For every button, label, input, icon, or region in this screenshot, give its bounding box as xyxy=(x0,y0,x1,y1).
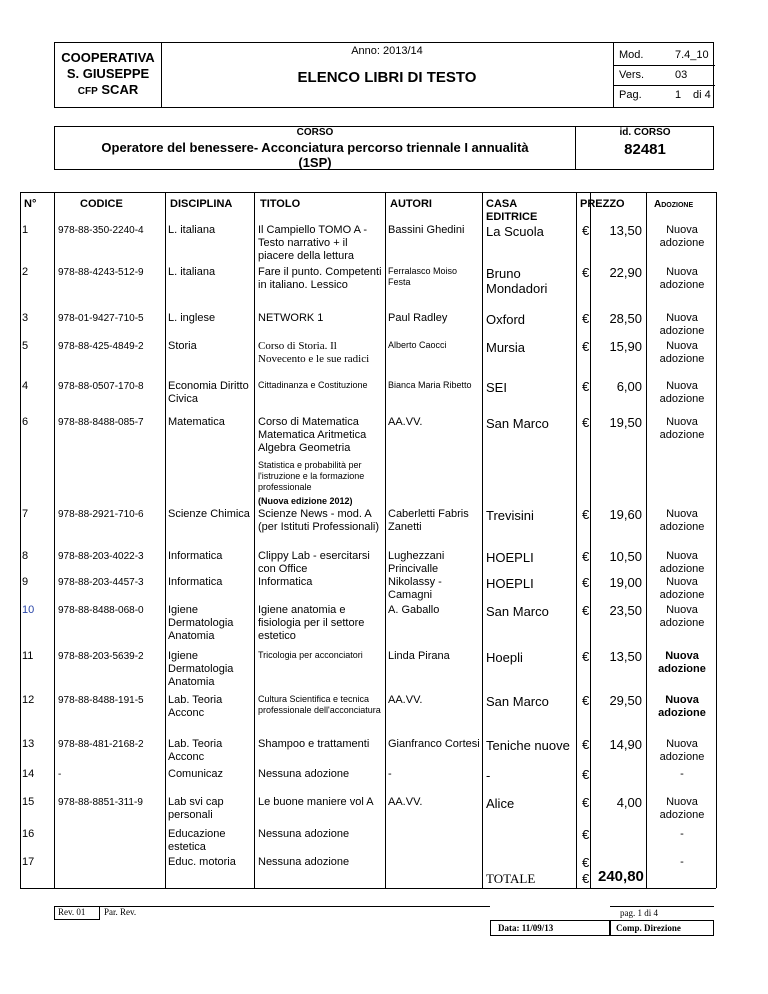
cell-prezzo: 29,50 xyxy=(609,693,642,708)
cell-autori: Ferralasco Moiso Festa xyxy=(388,266,458,287)
cell-titolo: NETWORK 1 xyxy=(258,312,324,324)
cell-casa: La Scuola xyxy=(486,224,544,239)
vers-value: 03 xyxy=(675,69,688,81)
cell-euro: € xyxy=(582,693,590,708)
col-disciplina-header: DISCIPLINA xyxy=(170,198,233,210)
grid-line xyxy=(385,192,386,888)
cell-prezzo: 19,50 xyxy=(609,415,642,430)
cell-casa: HOEPLI xyxy=(486,550,534,565)
footer-par-rev: Par. Rev. xyxy=(104,907,137,917)
cell-n: 7 xyxy=(22,508,29,520)
cell-adozione: Nuova adozione xyxy=(659,550,705,575)
cell-n: 1 xyxy=(22,224,29,236)
total-label: TOTALE xyxy=(486,871,536,886)
cell-titolo: Scienze News - mod. A (per Istituti Professionali) xyxy=(258,508,380,533)
school-year: Anno: 2013/14 xyxy=(351,45,423,57)
cell-n: 8 xyxy=(22,550,29,562)
cell-titolo: Cultura Scientifica e tecnica professionale dell'acconciatura xyxy=(258,694,381,715)
company-line-1: COOPERATIVA xyxy=(61,50,155,65)
cell-prezzo: 22,90 xyxy=(609,265,642,280)
cell-n: 5 xyxy=(22,340,29,352)
cell-disciplina: Lab svi cap personali xyxy=(168,796,224,821)
cell-casa: SEI xyxy=(486,380,507,395)
cell-euro: € xyxy=(582,649,590,664)
cell-codice: 978-01-9427-710-5 xyxy=(58,313,144,324)
cell-adozione: Nuova adozione xyxy=(659,576,705,601)
cell-adozione: Nuova adozione xyxy=(659,416,705,441)
document-title: ELENCO LIBRI DI TESTO xyxy=(297,69,477,86)
cell-disciplina: Economia Diritto Civica xyxy=(168,380,249,405)
cell-euro: € xyxy=(582,737,590,752)
cell-casa: HOEPLI xyxy=(486,576,534,591)
cell-disciplina: Lab. Teoria Acconc xyxy=(168,694,223,719)
cell-casa: Bruno Mondadori xyxy=(486,266,548,296)
cell-adozione: Nuova adozione xyxy=(659,796,705,821)
cell-autori: Gianfranco Cortesi xyxy=(388,738,480,750)
cell-n: 9 xyxy=(22,576,29,588)
cell-n: 10 xyxy=(22,604,35,616)
cell-titolo: Cittadinanza e Costituzione xyxy=(258,380,368,390)
cell-titolo: Informatica xyxy=(258,576,313,588)
course-description-line-2: (1SP) xyxy=(298,155,332,170)
cell-titolo: Nessuna adozione xyxy=(258,856,350,868)
cell-titolo: Clippy Lab - esercitarsi con Office xyxy=(258,550,370,575)
cell-titolo: Shampoo e trattamenti xyxy=(258,738,370,750)
cell-adozione: - xyxy=(680,828,684,840)
grid-line xyxy=(590,192,591,888)
cell-casa: San Marco xyxy=(486,416,549,431)
cell-autori: Bassini Ghedini xyxy=(388,224,465,236)
cell-adozione: Nuova adozione xyxy=(659,340,705,365)
pag-label: Pag. xyxy=(619,89,642,101)
cell-titolo: Nessuna adozione xyxy=(258,828,350,840)
cell-autori: AA.VV. xyxy=(388,796,423,808)
cell-casa: Teniche nuove xyxy=(486,738,570,753)
cell-euro: € xyxy=(582,379,590,394)
cell-codice: 978-88-203-5639-2 xyxy=(58,651,144,662)
cell-autori: - xyxy=(388,768,392,780)
cell-n: 4 xyxy=(22,380,29,392)
cell-titolo: Corso di Storia. Il Novecento e le sue radici xyxy=(258,340,370,365)
course-box xyxy=(54,126,714,170)
col-codice-header: CODICE xyxy=(80,198,123,210)
cell-adozione: Nuova adozione xyxy=(659,508,705,533)
cell-titolo: Nessuna adozione xyxy=(258,768,350,780)
cell-disciplina: Matematica xyxy=(168,416,225,428)
cell-titolo: Igiene anatomia e fisiologia per il settore estetico xyxy=(258,604,365,642)
cell-disciplina: L. inglese xyxy=(168,312,216,324)
cell-autori: Caberletti Fabris Zanetti xyxy=(388,508,469,533)
grid-line xyxy=(20,192,716,193)
cell-titolo: Il Campiello TOMO A - Testo narrativo + il piacere della lettura xyxy=(258,224,368,262)
cell-n: 6 xyxy=(22,416,29,428)
cell-disciplina: Informatica xyxy=(168,576,223,588)
cell-disciplina: L. italiana xyxy=(168,266,216,278)
cell-euro: € xyxy=(582,795,590,810)
cell-titolo-edition: (Nuova edizione 2012) xyxy=(258,496,353,506)
cell-n: 13 xyxy=(22,738,35,750)
cell-disciplina: Storia xyxy=(168,340,197,352)
cell-autori: Paul Radley xyxy=(388,312,448,324)
grid-line xyxy=(716,192,717,888)
col-titolo-header: TITOLO xyxy=(260,198,301,210)
cell-disciplina: Scienze Chimica xyxy=(168,508,250,520)
cell-euro: € xyxy=(582,827,590,842)
cell-euro: € xyxy=(582,575,590,590)
cell-titolo: Corso di Matematica Matematica Aritmetica Algebra Geometria xyxy=(258,416,367,454)
grid-line xyxy=(165,192,166,888)
cell-prezzo: 13,50 xyxy=(609,223,642,238)
cell-euro: € xyxy=(582,265,590,280)
vers-label: Vers. xyxy=(619,69,645,81)
cell-disciplina: Educazione estetica xyxy=(168,828,226,853)
cell-disciplina: Lab. Teoria Acconc xyxy=(168,738,223,763)
cell-prezzo: 19,00 xyxy=(609,575,642,590)
company-cfp: CFP xyxy=(77,86,98,97)
cell-codice: 978-88-481-2168-2 xyxy=(58,739,144,750)
cell-codice: 978-88-350-2240-4 xyxy=(58,225,144,236)
grid-line xyxy=(54,192,55,888)
cell-n: 14 xyxy=(22,768,35,780)
cell-adozione: Nuova adozione xyxy=(659,312,705,337)
course-description-line-1: Operatore del benessere- Acconciatura percorso triennale I annualità xyxy=(101,140,529,155)
cell-euro: € xyxy=(582,223,590,238)
cell-titolo: Tricologia per acconciatori xyxy=(258,650,363,660)
col-autori-header: AUTORI xyxy=(390,198,432,210)
footer-rev: Rev. 01 xyxy=(58,907,86,917)
cell-codice: 978-88-425-4849-2 xyxy=(58,341,144,352)
cell-euro: € xyxy=(582,767,590,782)
cell-casa: Mursia xyxy=(486,340,526,355)
cell-prezzo: 15,90 xyxy=(609,339,642,354)
company-scar: SCAR xyxy=(101,82,139,97)
pag-of: di 4 xyxy=(693,89,711,101)
cell-codice: 978-88-8488-085-7 xyxy=(58,417,144,428)
cell-autori: Alberto Caocci xyxy=(388,340,447,350)
cell-titolo-note: Statistica e probabilità per l'istruzione e la formazione professionale xyxy=(258,460,365,492)
cell-adozione: Nuova adozione xyxy=(659,604,705,629)
cell-euro: € xyxy=(582,507,590,522)
cell-codice: 978-88-8488-191-5 xyxy=(58,695,144,706)
cell-prezzo: 10,50 xyxy=(609,549,642,564)
cell-codice: 978-88-8488-068-0 xyxy=(58,605,144,616)
cell-codice: 978-88-203-4022-3 xyxy=(58,551,144,562)
grid-line xyxy=(20,192,21,888)
cell-casa: - xyxy=(486,768,491,783)
cell-autori: Linda Pirana xyxy=(388,650,450,662)
cell-disciplina: Comunicaz xyxy=(168,768,224,780)
col-casa-header-1: CASA xyxy=(486,198,518,210)
cell-disciplina: Igiene Dermatologia Anatomia xyxy=(168,650,234,688)
cell-n: 3 xyxy=(22,312,29,324)
course-description xyxy=(55,140,575,170)
grid-line xyxy=(482,192,483,888)
cell-codice: - xyxy=(58,769,62,780)
cell-codice: 978-88-8851-311-9 xyxy=(58,797,143,808)
cell-n: 2 xyxy=(22,266,29,278)
cell-codice: 978-88-0507-170-8 xyxy=(58,381,144,392)
course-id-value: 82481 xyxy=(624,141,666,158)
cell-codice: 978-88-4243-512-9 xyxy=(58,267,144,278)
cell-n: 16 xyxy=(22,828,35,840)
cell-autori: Bianca Maria Ribetto xyxy=(388,380,472,390)
cell-adozione: Nuova adozione xyxy=(659,266,705,291)
company-line-2: S. GIUSEPPE xyxy=(66,66,150,81)
cell-n: 15 xyxy=(22,796,35,808)
cell-casa: San Marco xyxy=(486,604,549,619)
cell-casa: Trevisini xyxy=(486,508,534,523)
cell-titolo: Fare il punto. Competenti in italiano. Lessico xyxy=(258,266,382,291)
mod-value: 7.4_10 xyxy=(675,49,709,61)
col-prezzo-header: PREZZO xyxy=(580,198,625,210)
cell-prezzo: 13,50 xyxy=(609,649,642,664)
footer-page: pag. 1 di 4 xyxy=(620,908,658,918)
cell-adozione: - xyxy=(680,856,684,868)
cell-titolo: Le buone maniere vol A xyxy=(258,796,374,808)
cell-prezzo: 19,60 xyxy=(609,507,642,522)
cell-adozione: Nuova adozione xyxy=(658,650,706,675)
cell-casa: Oxford xyxy=(486,312,526,327)
cell-adozione: - xyxy=(680,768,684,780)
cell-codice: 978-88-2921-710-6 xyxy=(58,509,144,520)
grid-line xyxy=(254,192,255,888)
course-label: CORSO xyxy=(296,127,334,138)
cell-euro: € xyxy=(582,855,590,870)
footer xyxy=(54,906,714,936)
cell-prezzo: 4,00 xyxy=(616,795,642,810)
document-header xyxy=(54,42,714,108)
cell-euro: € xyxy=(582,415,590,430)
company-name xyxy=(55,43,161,107)
grid-line xyxy=(646,192,647,888)
cell-adozione: Nuova adozione xyxy=(659,380,705,405)
cell-codice: 978-88-203-4457-3 xyxy=(58,577,144,588)
cell-prezzo: 6,00 xyxy=(616,379,642,394)
footer-comp: Comp. Direzione xyxy=(616,923,681,933)
cell-n: 12 xyxy=(22,694,35,706)
total-euro: € xyxy=(582,871,590,886)
course-id-label: id. CORSO xyxy=(619,127,671,138)
cell-disciplina: Igiene Dermatologia Anatomia xyxy=(168,604,234,642)
mod-label: Mod. xyxy=(619,49,644,61)
cell-euro: € xyxy=(582,339,590,354)
cell-autori: A. Gaballo xyxy=(388,604,440,616)
cell-adozione: Nuova adozione xyxy=(659,224,705,249)
grid-line xyxy=(20,888,716,889)
total-value: 240,80 xyxy=(598,868,644,885)
cell-prezzo: 28,50 xyxy=(609,311,642,326)
pag-value: 1 xyxy=(675,89,682,101)
cell-euro: € xyxy=(582,549,590,564)
cell-autori: Lughezzani Princivalle xyxy=(388,550,445,575)
cell-adozione: Nuova adozione xyxy=(658,694,706,719)
cell-prezzo: 23,50 xyxy=(609,603,642,618)
cell-disciplina: L. italiana xyxy=(168,224,216,236)
col-adozione-header: Adozione xyxy=(654,199,694,210)
cell-prezzo: 14,90 xyxy=(609,737,642,752)
cell-casa: Hoepli xyxy=(486,650,523,665)
cell-n: 17 xyxy=(22,856,35,868)
cell-euro: € xyxy=(582,311,590,326)
cell-adozione: Nuova adozione xyxy=(659,738,705,763)
cell-autori: AA.VV. xyxy=(388,416,423,428)
cell-autori: AA.VV. xyxy=(388,694,423,706)
cell-disciplina: Educ. motoria xyxy=(168,856,236,868)
footer-date: Data: 11/09/13 xyxy=(498,923,554,933)
col-n-header: N° xyxy=(24,198,37,210)
cell-casa: San Marco xyxy=(486,694,549,709)
grid-line xyxy=(576,192,577,888)
cell-disciplina: Informatica xyxy=(168,550,223,562)
col-casa-header-2: EDITRICE xyxy=(486,211,538,223)
cell-casa: Alice xyxy=(486,796,515,811)
cell-euro: € xyxy=(582,603,590,618)
document-meta xyxy=(615,43,715,107)
cell-autori: Nikolassy - Camagni xyxy=(388,576,442,601)
cell-n: 11 xyxy=(22,650,34,662)
